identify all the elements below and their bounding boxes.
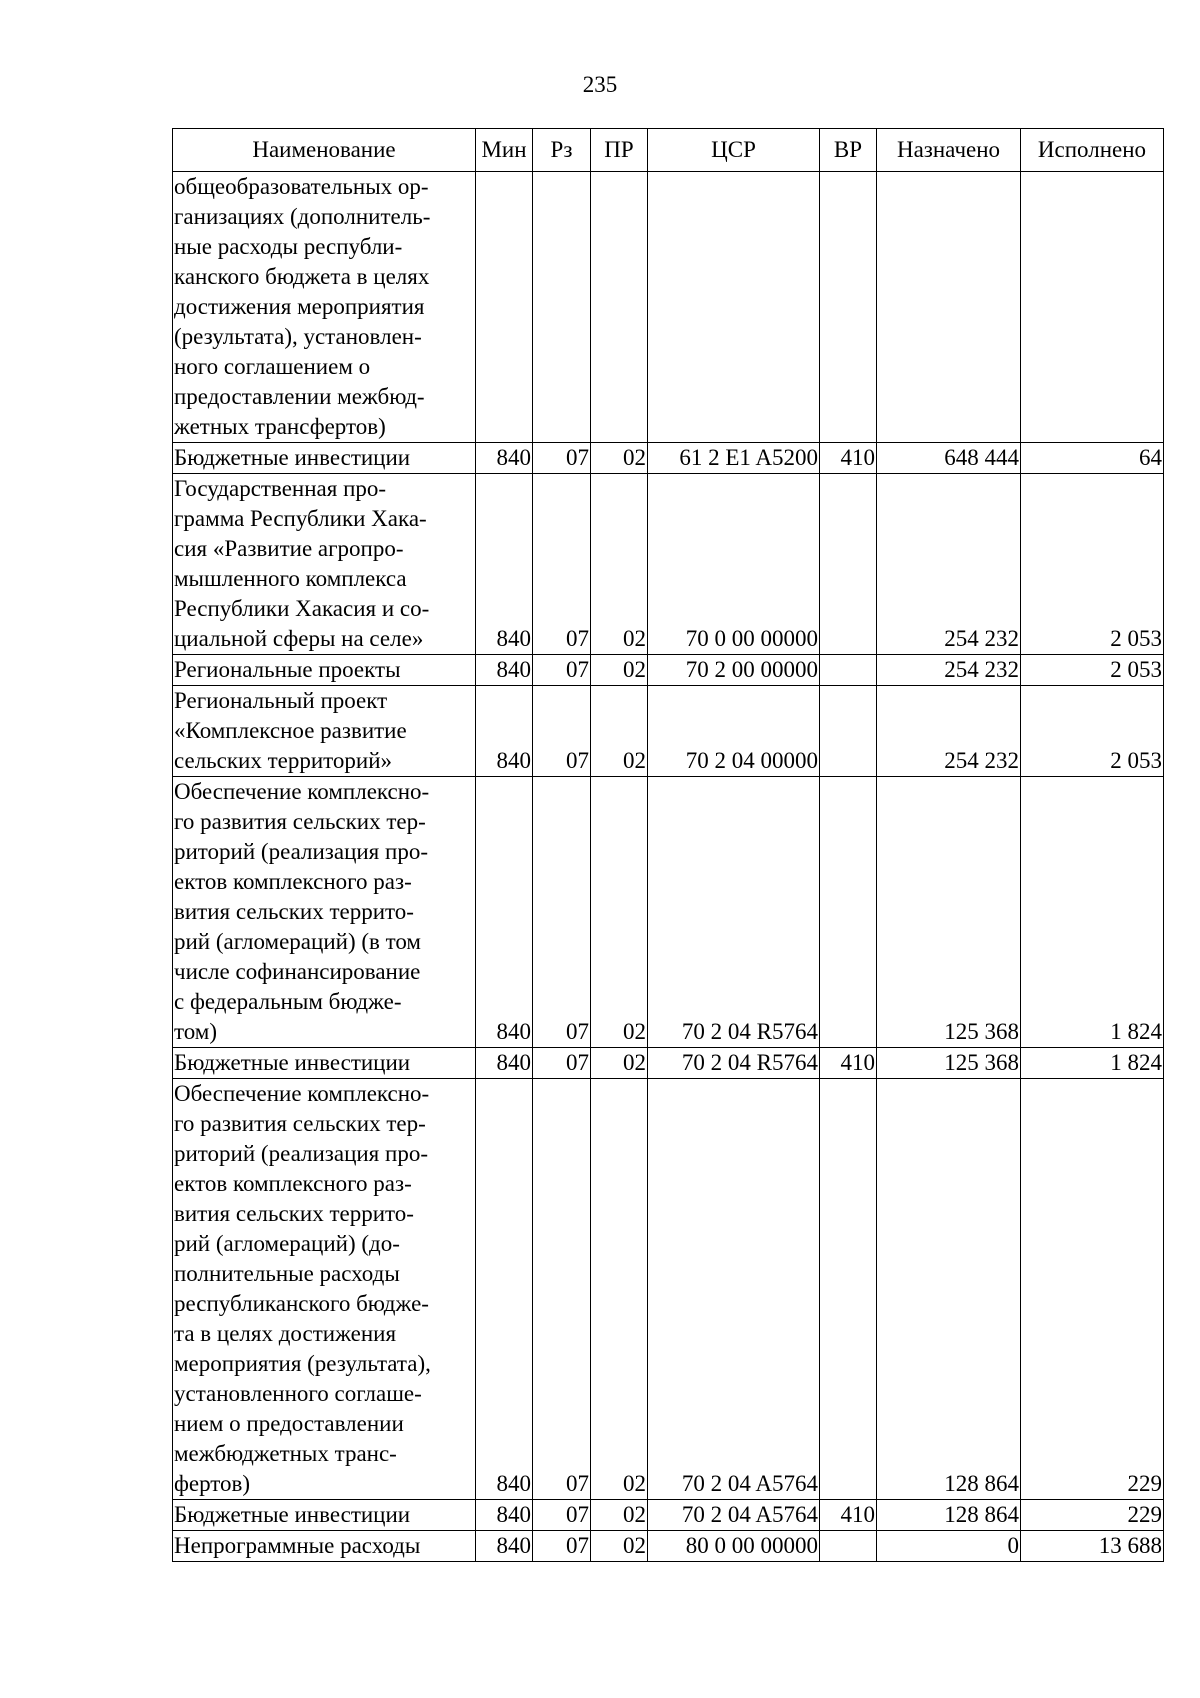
cell-name-line: сия «Развитие агропро- xyxy=(174,536,404,561)
cell-name-line: Непрограммные расходы xyxy=(174,1533,421,1558)
cell-name-line: числе софинансирование xyxy=(174,959,421,984)
cell-name xyxy=(173,443,476,474)
budget-table xyxy=(172,128,1164,1562)
cell-min: 840 xyxy=(476,443,533,474)
cell-name-line: ектов комплексного раз- xyxy=(174,1171,412,1196)
cell-assigned: 128 864 xyxy=(877,1500,1021,1531)
cell-pr: 02 xyxy=(591,1500,648,1531)
header-executed: Исполнено xyxy=(1021,129,1164,172)
cell-rz xyxy=(533,172,591,443)
cell-pr: 02 xyxy=(591,1048,648,1079)
cell-rz: 07 xyxy=(533,655,591,686)
cell-executed: 2 053 xyxy=(1021,655,1164,686)
cell-rz: 07 xyxy=(533,686,591,777)
cell-name-line: Государственная про- xyxy=(174,476,387,501)
cell-name-line: фертов) xyxy=(174,1471,251,1496)
cell-rz: 07 xyxy=(533,777,591,1048)
cell-name xyxy=(173,1500,476,1531)
table-row xyxy=(173,172,1164,443)
cell-csr: 70 2 04 R5764 xyxy=(648,777,820,1048)
cell-vr: 410 xyxy=(820,1048,877,1079)
cell-assigned: 125 368 xyxy=(877,777,1021,1048)
cell-name-line: жетных трансфертов) xyxy=(174,414,386,439)
cell-assigned: 125 368 xyxy=(877,1048,1021,1079)
header-rz: Рз xyxy=(533,129,591,172)
cell-pr: 02 xyxy=(591,443,648,474)
cell-name xyxy=(173,777,476,1048)
cell-min: 840 xyxy=(476,1048,533,1079)
cell-vr xyxy=(820,1531,877,1562)
cell-min xyxy=(476,172,533,443)
cell-csr xyxy=(648,172,820,443)
cell-name-line: го развития сельских тер- xyxy=(174,809,426,834)
cell-vr: 410 xyxy=(820,1500,877,1531)
cell-name-line: мероприятия (результата), xyxy=(174,1351,431,1376)
cell-executed: 1 824 xyxy=(1021,1048,1164,1079)
cell-rz: 07 xyxy=(533,1500,591,1531)
cell-name-line: сельских территорий» xyxy=(174,748,393,773)
cell-assigned: 648 444 xyxy=(877,443,1021,474)
cell-name-line: предоставлении межбюд- xyxy=(174,384,425,409)
cell-rz: 07 xyxy=(533,443,591,474)
cell-name-line: Региональный проект xyxy=(174,688,388,713)
cell-vr xyxy=(820,655,877,686)
cell-name-line: установленного соглаше- xyxy=(174,1381,422,1406)
cell-min: 840 xyxy=(476,777,533,1048)
cell-name-line: с федеральным бюдже- xyxy=(174,989,402,1014)
table-row xyxy=(173,1531,1164,1562)
cell-name-line: канского бюджета в целях xyxy=(174,264,430,289)
cell-name-line: «Комплексное развитие xyxy=(174,718,407,743)
cell-name xyxy=(173,1531,476,1562)
cell-assigned: 0 xyxy=(877,1531,1021,1562)
cell-name-line: Обеспечение комплексно- xyxy=(174,779,430,804)
cell-assigned: 254 232 xyxy=(877,474,1021,655)
table-row xyxy=(173,655,1164,686)
cell-name-line: циальной сферы на селе» xyxy=(174,626,424,651)
cell-pr: 02 xyxy=(591,655,648,686)
cell-name-line: республиканского бюдже- xyxy=(174,1291,429,1316)
cell-min: 840 xyxy=(476,474,533,655)
cell-name xyxy=(173,1079,476,1500)
cell-csr: 61 2 E1 A5200 xyxy=(648,443,820,474)
cell-name xyxy=(173,172,476,443)
cell-name-line: мышленного комплекса xyxy=(174,566,407,591)
cell-vr xyxy=(820,474,877,655)
cell-name-line: ного соглашением о xyxy=(174,354,371,379)
cell-csr: 70 2 04 00000 xyxy=(648,686,820,777)
header-pr: ПР xyxy=(591,129,648,172)
cell-pr: 02 xyxy=(591,1531,648,1562)
cell-csr: 70 0 00 00000 xyxy=(648,474,820,655)
cell-name xyxy=(173,474,476,655)
cell-name-line: том) xyxy=(174,1019,218,1044)
table-header-row xyxy=(173,129,1164,172)
cell-pr: 02 xyxy=(591,686,648,777)
cell-name-line: Республики Хакасия и со- xyxy=(174,596,430,621)
cell-name-line: вития сельских террито- xyxy=(174,899,414,924)
cell-name-line: рий (агломераций) (в том xyxy=(174,929,421,954)
cell-executed: 1 824 xyxy=(1021,777,1164,1048)
cell-name-line: Региональные проекты xyxy=(174,657,401,682)
cell-name-line: грамма Республики Хака- xyxy=(174,506,427,531)
cell-csr: 70 2 04 A5764 xyxy=(648,1500,820,1531)
cell-name-line: Бюджетные инвестиции xyxy=(174,445,411,470)
cell-rz: 07 xyxy=(533,1079,591,1500)
page-number: 235 xyxy=(582,72,618,97)
cell-pr: 02 xyxy=(591,1079,648,1500)
header-csr: ЦСР xyxy=(648,129,820,172)
cell-min: 840 xyxy=(476,1531,533,1562)
cell-min: 840 xyxy=(476,1500,533,1531)
cell-name-line: Бюджетные инвестиции xyxy=(174,1502,411,1527)
header-vr: ВР xyxy=(820,129,877,172)
cell-name-line: Обеспечение комплексно- xyxy=(174,1081,430,1106)
cell-executed: 229 xyxy=(1021,1079,1164,1500)
table-row xyxy=(173,474,1164,655)
cell-name-line: достижения мероприятия xyxy=(174,294,425,319)
cell-vr: 410 xyxy=(820,443,877,474)
cell-executed xyxy=(1021,172,1164,443)
cell-pr xyxy=(591,172,648,443)
cell-name-line: рий (агломераций) (до- xyxy=(174,1231,400,1256)
cell-vr xyxy=(820,172,877,443)
cell-name-line: полнительные расходы xyxy=(174,1261,400,1286)
cell-assigned: 254 232 xyxy=(877,686,1021,777)
header-name: Наименование xyxy=(173,129,476,172)
cell-assigned xyxy=(877,172,1021,443)
cell-csr: 80 0 00 00000 xyxy=(648,1531,820,1562)
cell-min: 840 xyxy=(476,655,533,686)
cell-rz: 07 xyxy=(533,1531,591,1562)
cell-name-line: (результата), установлен- xyxy=(174,324,422,349)
cell-name-line: риторий (реализация про- xyxy=(174,1141,428,1166)
cell-vr xyxy=(820,1079,877,1500)
cell-name-line: межбюджетных транс- xyxy=(174,1441,397,1466)
cell-csr: 70 2 04 A5764 xyxy=(648,1079,820,1500)
cell-name-line: ектов комплексного раз- xyxy=(174,869,412,894)
cell-name-line: та в целях достижения xyxy=(174,1321,397,1346)
cell-vr xyxy=(820,686,877,777)
header-min: Мин xyxy=(476,129,533,172)
cell-min: 840 xyxy=(476,1079,533,1500)
cell-executed: 229 xyxy=(1021,1500,1164,1531)
cell-executed: 13 688 xyxy=(1021,1531,1164,1562)
cell-executed: 2 053 xyxy=(1021,686,1164,777)
cell-executed: 64 xyxy=(1021,443,1164,474)
table-row xyxy=(173,1048,1164,1079)
cell-min: 840 xyxy=(476,686,533,777)
cell-vr xyxy=(820,777,877,1048)
cell-rz: 07 xyxy=(533,474,591,655)
cell-name-line: го развития сельских тер- xyxy=(174,1111,426,1136)
cell-name-line: вития сельских террито- xyxy=(174,1201,414,1226)
cell-name-line: риторий (реализация про- xyxy=(174,839,428,864)
cell-name-line: ганизациях (дополнитель- xyxy=(174,204,431,229)
table-body xyxy=(173,172,1164,1562)
cell-pr: 02 xyxy=(591,474,648,655)
cell-name xyxy=(173,686,476,777)
cell-name-line: нием о предоставлении xyxy=(174,1411,404,1436)
table-row xyxy=(173,443,1164,474)
cell-executed: 2 053 xyxy=(1021,474,1164,655)
cell-pr: 02 xyxy=(591,777,648,1048)
table-row xyxy=(173,1079,1164,1500)
cell-rz: 07 xyxy=(533,1048,591,1079)
cell-csr: 70 2 04 R5764 xyxy=(648,1048,820,1079)
cell-name-line: Бюджетные инвестиции xyxy=(174,1050,411,1075)
cell-assigned: 128 864 xyxy=(877,1079,1021,1500)
table-row xyxy=(173,1500,1164,1531)
cell-name xyxy=(173,655,476,686)
table-row xyxy=(173,686,1164,777)
cell-name-line: общеобразовательных ор- xyxy=(174,174,429,199)
table-row xyxy=(173,777,1164,1048)
cell-csr: 70 2 00 00000 xyxy=(648,655,820,686)
cell-name-line: ные расходы республи- xyxy=(174,234,403,259)
cell-assigned: 254 232 xyxy=(877,655,1021,686)
header-assigned: Назначено xyxy=(877,129,1021,172)
cell-name xyxy=(173,1048,476,1079)
